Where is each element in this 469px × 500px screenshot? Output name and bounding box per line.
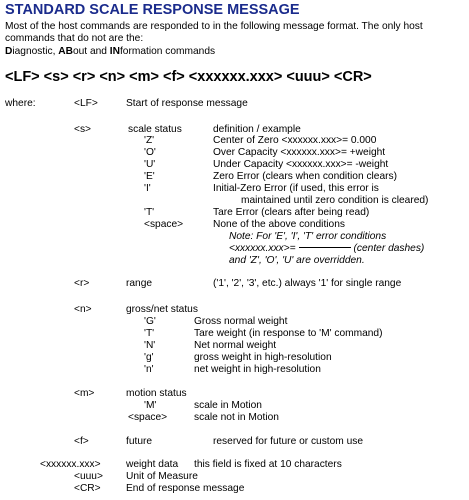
n-desc: Gross normal weight xyxy=(194,316,288,327)
cr-desc: End of response message xyxy=(126,483,245,494)
cr-token: <CR> xyxy=(74,483,101,494)
n-desc: Tare weight (in response to 'M' command) xyxy=(194,328,383,339)
n-token: <n> xyxy=(74,304,92,315)
x-name: weight data xyxy=(126,459,179,470)
page-title: STANDARD SCALE RESPONSE MESSAGE xyxy=(5,2,300,18)
n-desc: net weight in high-resolution xyxy=(194,364,321,375)
s-name: scale status xyxy=(128,124,182,135)
m-desc: scale not in Motion xyxy=(194,412,279,423)
format-line: <LF> <s> <r> <n> <m> <f> <xxxxxx.xxx> <uuu> <CR> xyxy=(5,69,372,85)
s-code: 'Z' xyxy=(144,135,155,146)
s-note-line-3: and 'Z', 'O', 'U' are overridden. xyxy=(229,255,365,266)
s-note-line-2: <xxxxxx.xxx>= (center dashes) xyxy=(229,243,425,254)
s-desc: Over Capacity <xxxxxx.xxx>= +weight xyxy=(213,147,386,158)
where-label: where: xyxy=(5,98,36,109)
n-code: 'T' xyxy=(144,328,155,339)
s-desc: Initial-Zero Error (if used, this error is xyxy=(213,183,379,194)
intro-line-1: Most of the host commands are responded to in the following message format. The only host xyxy=(5,21,423,32)
r-name: range xyxy=(126,278,153,289)
m-name: motion status xyxy=(126,388,187,399)
s-desc: None of the above conditions xyxy=(213,219,345,230)
s-note-line-1: Note: For 'E', 'I', 'T' error conditions xyxy=(229,231,387,242)
f-name: future xyxy=(126,436,153,447)
intro-line-3: Diagnostic, ABout and INformation commands xyxy=(5,45,216,57)
n-code: 'n' xyxy=(144,364,154,375)
s-desc: Under Capacity <xxxxxx.xxx>= -weight xyxy=(213,159,389,170)
n-name: gross/net status xyxy=(126,304,198,315)
s-desc: Center of Zero <xxxxxx.xxx>= 0.000 xyxy=(213,135,377,146)
r-token: <r> xyxy=(74,278,90,289)
n-code: 'g' xyxy=(144,352,154,363)
n-code: 'G' xyxy=(144,316,156,327)
lf-desc: Start of response message xyxy=(126,98,248,109)
s-code: 'U' xyxy=(144,159,156,170)
s-desc-continued: maintained until zero condition is cleared) xyxy=(241,195,429,206)
r-desc: ('1', '2', '3', etc.) always '1' for single range xyxy=(213,278,402,289)
n-desc: Net normal weight xyxy=(194,340,277,351)
intro-paragraph xyxy=(5,21,465,58)
x-token: <xxxxxx.xxx> xyxy=(40,459,101,470)
lf-token: <LF> xyxy=(74,98,98,109)
s-code: <space> xyxy=(144,219,184,230)
s-desc: Zero Error (clears when condition clears) xyxy=(213,171,398,182)
center-dashes-line xyxy=(299,247,351,248)
s-token: <s> xyxy=(74,124,91,135)
s-desc: Tare Error (clears after being read) xyxy=(213,207,370,218)
s-header: definition / example xyxy=(213,124,301,135)
m-token: <m> xyxy=(74,388,95,399)
f-token: <f> xyxy=(74,436,89,447)
s-code: 'E' xyxy=(144,171,155,182)
m-code: 'M' xyxy=(144,400,157,411)
intro-line-2: commands that do not are the: xyxy=(5,33,144,45)
f-desc: reserved for future or custom use xyxy=(213,436,364,447)
n-code: 'N' xyxy=(144,340,156,351)
u-desc: Unit of Measure xyxy=(126,471,198,482)
m-code: <space> xyxy=(128,412,168,423)
u-token: <uuu> xyxy=(74,471,103,482)
s-code: 'T' xyxy=(144,207,155,218)
s-code: 'O' xyxy=(144,147,156,158)
x-desc: this field is fixed at 10 characters xyxy=(194,459,342,470)
n-desc: gross weight in high-resolution xyxy=(194,352,332,363)
m-desc: scale in Motion xyxy=(194,400,262,411)
s-code: 'I' xyxy=(144,183,151,194)
